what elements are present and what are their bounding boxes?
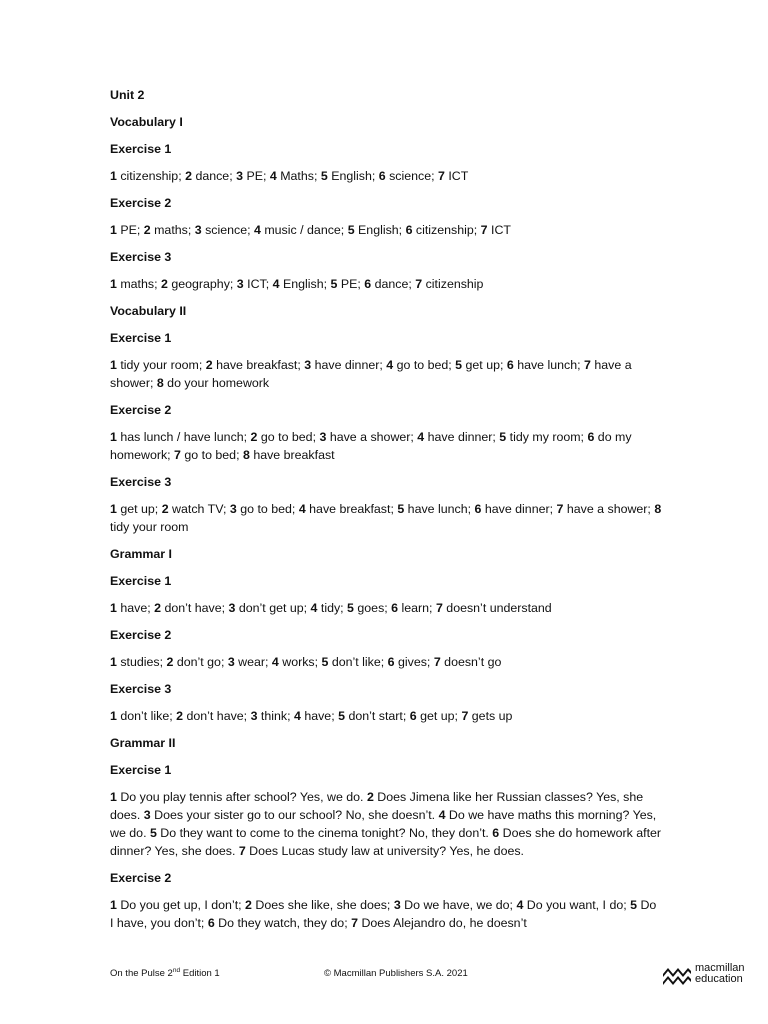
section-heading: Vocabulary II — [110, 304, 187, 318]
answer-text: have breakfast; — [305, 502, 398, 516]
answer-text: go to bed; — [180, 448, 243, 462]
answer-text: learn; — [398, 601, 436, 615]
answer-text: don’t have; — [183, 709, 251, 723]
answer-text: have a shower; — [326, 430, 418, 444]
section-heading: Exercise 1 — [110, 763, 172, 777]
answer-text: music / dance; — [260, 223, 348, 237]
answer-number: 1 — [110, 223, 117, 237]
answer-text: science; — [385, 169, 438, 183]
answer-number: 7 — [238, 844, 246, 858]
answer-number: 7 — [480, 223, 488, 237]
answer-text: think; — [257, 709, 294, 723]
answer-number: 4 — [386, 358, 394, 372]
answer-text: Do we have maths this morning? Yes, we do. — [110, 808, 657, 840]
answer-number: 7 — [351, 916, 358, 930]
footer-edition-prefix: On the Pulse 2 — [110, 968, 173, 979]
answer-number: 6 — [378, 169, 386, 183]
answer-number: 6 — [387, 655, 395, 669]
section-heading: Exercise 3 — [110, 475, 172, 489]
answer-text: tidy my room; — [506, 430, 588, 444]
answer-text: science; — [201, 223, 254, 237]
answer-line — [110, 356, 662, 392]
answer-text: maths; — [116, 277, 161, 291]
answer-text: has lunch / have lunch; — [116, 430, 251, 444]
answer-text: wear; — [234, 655, 272, 669]
answer-number: 4 — [293, 709, 301, 723]
answer-text: tidy your room — [110, 520, 189, 534]
footer-edition-suffix: Edition 1 — [180, 968, 220, 979]
answer-number: 4 — [271, 655, 279, 669]
answer-number: 2 — [160, 277, 168, 291]
answer-number: 5 — [320, 169, 328, 183]
answer-number: 1 — [110, 502, 117, 516]
answer-number: 4 — [310, 601, 318, 615]
answer-text: ICT; — [243, 277, 273, 291]
answer-text: PE; — [337, 277, 365, 291]
answer-text: works; — [278, 655, 322, 669]
answer-number: 7 — [415, 277, 423, 291]
section-heading: Exercise 2 — [110, 403, 172, 417]
logo-line2: education — [695, 972, 743, 985]
answer-number: 7 — [461, 709, 469, 723]
answer-text: have a shower; — [110, 358, 632, 390]
answer-number: 4 — [272, 277, 280, 291]
answer-number: 5 — [321, 655, 329, 669]
answer-text: Does she do homework after dinner? Yes, she does. — [110, 826, 662, 858]
answer-number: 5 — [455, 358, 463, 372]
answer-text: PE; — [116, 223, 144, 237]
answer-text: English; — [354, 223, 406, 237]
answer-number: 5 — [397, 502, 405, 516]
section-heading: Exercise 3 — [110, 682, 172, 696]
answer-text: go to bed; — [393, 358, 456, 372]
answer-text: Do you play tennis after school? Yes, we do. — [116, 790, 367, 804]
answer-number: 2 — [161, 502, 169, 516]
answer-number: 7 — [435, 601, 443, 615]
answer-text: Does Lucas study law at university? Yes, he does. — [245, 844, 524, 858]
section-heading: Exercise 2 — [110, 196, 172, 210]
answer-number: 2 — [245, 898, 252, 912]
answer-number: 1 — [110, 655, 117, 669]
answer-text: ICT — [487, 223, 511, 237]
answer-number: 6 — [391, 601, 399, 615]
answer-number: 5 — [347, 601, 354, 615]
answer-number: 3 — [319, 430, 327, 444]
answer-text: Does Alejandro do, he doesn’t — [358, 916, 527, 930]
answer-text: Do they watch, they do; — [214, 916, 352, 930]
answer-number: 2 — [366, 790, 374, 804]
footer-copyright: © Macmillan Publishers S.A. 2021 — [324, 968, 468, 979]
answer-number: 7 — [556, 502, 564, 516]
answer-number: 2 — [166, 655, 174, 669]
answer-number: 1 — [110, 430, 117, 444]
answer-number: 4 — [298, 502, 306, 516]
answer-number: 6 — [492, 826, 500, 840]
answer-line — [110, 167, 662, 185]
answer-number: 6 — [587, 430, 595, 444]
section-heading: Exercise 2 — [110, 871, 172, 885]
answer-text: have dinner; — [311, 358, 387, 372]
answer-number: 1 — [110, 898, 117, 912]
answer-text: have breakfast; — [212, 358, 305, 372]
answer-number: 5 — [338, 709, 345, 723]
answer-number: 3 — [227, 655, 235, 669]
section-heading: Exercise 2 — [110, 628, 172, 642]
answer-number: 3 — [236, 277, 244, 291]
answer-number: 1 — [110, 277, 117, 291]
answer-text: English; — [279, 277, 331, 291]
footer-edition — [110, 968, 220, 979]
answer-number: 6 — [207, 916, 215, 930]
answer-number: 7 — [174, 448, 181, 462]
answer-number: 1 — [110, 169, 117, 183]
answer-number: 2 — [143, 223, 151, 237]
answer-text: get up; — [416, 709, 462, 723]
answer-number: 5 — [330, 277, 338, 291]
answer-number: 1 — [110, 601, 117, 615]
answer-text: Maths; — [276, 169, 321, 183]
answer-number: 3 — [250, 709, 258, 723]
section-heading: Exercise 1 — [110, 142, 172, 156]
section-heading: Unit 2 — [110, 88, 145, 102]
answer-number: 6 — [474, 502, 482, 516]
answer-number: 6 — [405, 223, 413, 237]
answer-text: have; — [116, 601, 155, 615]
answer-text: tidy your room; — [116, 358, 206, 372]
answer-number: 7 — [437, 169, 445, 183]
section-heading: Exercise 1 — [110, 574, 172, 588]
answer-text: Do they want to come to the cinema tonight? No, they don’t. — [156, 826, 493, 840]
answer-number: 6 — [506, 358, 514, 372]
answer-number: 4 — [516, 898, 524, 912]
answer-number: 5 — [347, 223, 355, 237]
answer-text: citizenship; — [116, 169, 186, 183]
answer-number: 3 — [229, 502, 237, 516]
answer-text: have a shower; — [563, 502, 655, 516]
answer-text: don’t start; — [345, 709, 410, 723]
answer-number: 5 — [499, 430, 507, 444]
answer-text: citizenship; — [412, 223, 481, 237]
macmillan-education-logo — [662, 963, 754, 987]
footer-edition-sup: nd — [172, 966, 181, 974]
answer-number: 8 — [156, 376, 164, 390]
answer-text: Does Jimena like her Russian classes? Yes, she does. — [110, 790, 644, 822]
answer-text: PE; — [243, 169, 270, 183]
answer-number: 3 — [143, 808, 151, 822]
answer-text: Do I have, you don’t; — [110, 898, 657, 930]
answer-text: have lunch; — [513, 358, 585, 372]
answer-line — [110, 599, 662, 617]
answer-number: 6 — [364, 277, 372, 291]
answer-number: 3 — [228, 601, 236, 615]
answer-line — [110, 500, 662, 536]
answer-text: have lunch; — [404, 502, 475, 516]
answer-text: Does your sister go to our school? No, she doesn’t. — [150, 808, 439, 822]
section-heading: Grammar II — [110, 736, 176, 750]
answer-number: 5 — [630, 898, 638, 912]
answer-number: 8 — [242, 448, 250, 462]
answer-text: go to bed; — [236, 502, 299, 516]
logo-line1: macmillan — [695, 962, 745, 974]
answer-text: don’t get up; — [235, 601, 311, 615]
answer-text: dance; — [192, 169, 237, 183]
answer-text: have dinner; — [424, 430, 500, 444]
answer-text: geography; — [167, 277, 237, 291]
answer-number: 1 — [110, 358, 117, 372]
answer-number: 2 — [205, 358, 213, 372]
logo-wordmark — [695, 963, 745, 984]
answer-number: 4 — [417, 430, 425, 444]
answer-text: don’t go; — [173, 655, 228, 669]
answer-number: 3 — [236, 169, 243, 183]
answer-number: 2 — [176, 709, 184, 723]
answer-text: Does she like, she does; — [251, 898, 394, 912]
answer-text: English; — [327, 169, 379, 183]
answer-text: gives; — [394, 655, 434, 669]
answer-text: do your homework — [163, 376, 270, 390]
macmillan-logo-icon — [662, 965, 692, 985]
answer-text: gets up — [468, 709, 513, 723]
answer-text: don’t like; — [328, 655, 388, 669]
answer-text: ICT — [444, 169, 469, 183]
answer-text: have; — [300, 709, 339, 723]
answer-number: 1 — [110, 709, 117, 723]
answer-text: don’t like; — [116, 709, 177, 723]
answer-text: get up; — [462, 358, 507, 372]
answer-text: goes; — [353, 601, 392, 615]
answer-text: doesn’t go — [440, 655, 502, 669]
answer-number: 1 — [110, 790, 117, 804]
answer-number: 2 — [185, 169, 192, 183]
answer-text: have breakfast — [249, 448, 335, 462]
answer-number: 2 — [154, 601, 162, 615]
answer-line — [110, 221, 662, 239]
answer-number: 6 — [409, 709, 417, 723]
answer-text: go to bed; — [257, 430, 320, 444]
answer-number: 4 — [438, 808, 446, 822]
answer-number: 2 — [250, 430, 258, 444]
answer-number: 7 — [584, 358, 591, 372]
answer-text: Do you want, I do; — [523, 898, 631, 912]
answer-key-content — [110, 86, 662, 941]
section-heading: Vocabulary I — [110, 115, 183, 129]
answer-line — [110, 428, 662, 464]
answer-text: doesn’t understand — [442, 601, 552, 615]
answer-number: 5 — [149, 826, 157, 840]
answer-text: dance; — [371, 277, 416, 291]
answer-number: 4 — [254, 223, 261, 237]
answer-text: don’t have; — [161, 601, 229, 615]
answer-text: do my homework; — [110, 430, 632, 462]
answer-line — [110, 275, 662, 293]
answer-line — [110, 707, 662, 725]
answer-line — [110, 788, 662, 860]
answer-text: Do you get up, I don’t; — [116, 898, 246, 912]
answer-text: maths; — [150, 223, 195, 237]
answer-number: 3 — [304, 358, 312, 372]
page-footer — [110, 962, 750, 990]
answer-number: 3 — [393, 898, 401, 912]
answer-text: get up; — [116, 502, 162, 516]
answer-text: have dinner; — [481, 502, 557, 516]
answer-text: watch TV; — [168, 502, 230, 516]
answer-number: 4 — [269, 169, 277, 183]
answer-line — [110, 653, 662, 671]
answer-number: 3 — [194, 223, 202, 237]
section-heading: Grammar I — [110, 547, 172, 561]
answer-text: Do we have, we do; — [400, 898, 517, 912]
answer-number: 7 — [433, 655, 441, 669]
answer-number: 8 — [654, 502, 662, 516]
answer-text: tidy; — [317, 601, 348, 615]
answer-text: citizenship — [422, 277, 484, 291]
section-heading: Exercise 1 — [110, 331, 172, 345]
answer-line — [110, 896, 662, 932]
answer-text: studies; — [116, 655, 167, 669]
section-heading: Exercise 3 — [110, 250, 172, 264]
